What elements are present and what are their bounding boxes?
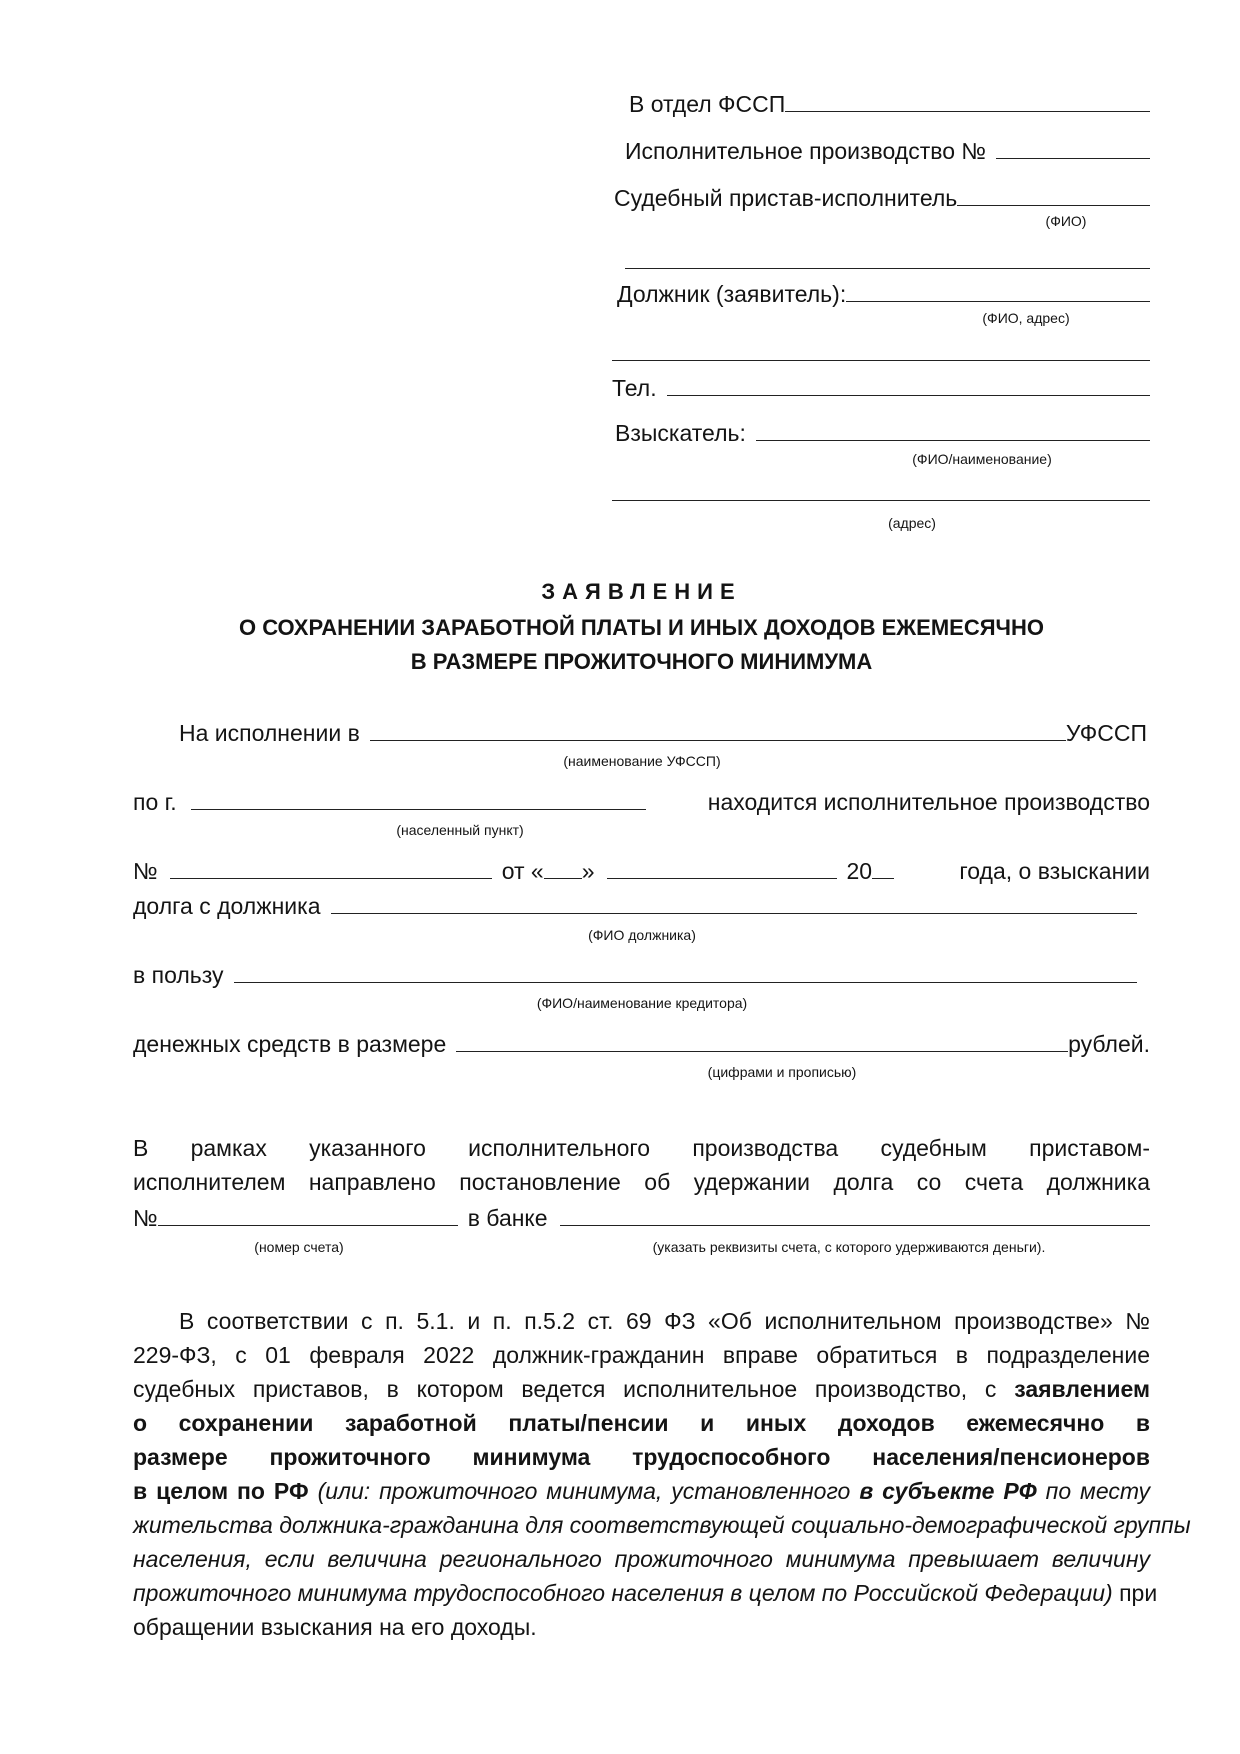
account-paragraph-line1: В рамках указанного исполнительного производства судебным приставом- <box>133 1135 1150 1161</box>
account-number-label: № <box>133 1205 158 1231</box>
debtor-label: Должник (заявитель): <box>617 281 847 307</box>
legal-text: при <box>1119 1580 1158 1606</box>
debtor-caption: (ФИО, адрес) <box>982 310 1070 326</box>
bailiff-label: Судебный пристав-исполнитель <box>614 185 958 211</box>
legal-text: В соответствии с п. 5.1. и п. п.5.2 ст. 69 ФЗ «Об исполнительном производстве» № <box>179 1308 1150 1334</box>
legal-italic-text: жительства должника-гражданина для соответствующей социально-демографической группы <box>133 1512 1191 1538</box>
legal-bold-text: заявлением <box>1014 1376 1151 1402</box>
ufssp-caption: (наименование УФССП) <box>563 753 721 769</box>
bailiff-extra-field[interactable] <box>625 268 1150 269</box>
year-field[interactable] <box>872 877 894 879</box>
legal-line-8 <box>133 1544 1150 1574</box>
in-favor-label: в пользу <box>133 962 224 988</box>
legal-italic-text: прожиточного минимума трудоспособного населения в целом по Российской Федерации) <box>133 1580 1113 1606</box>
amount-caption: (цифрами и прописью) <box>707 1064 857 1080</box>
creditor-address-field[interactable] <box>612 500 1150 501</box>
legal-bold-italic-text: в субъекте РФ <box>859 1478 1037 1504</box>
bank-label: в банке <box>467 1205 548 1231</box>
debt-from-label: долга с должника <box>133 893 321 919</box>
case-number-field[interactable] <box>170 877 492 879</box>
legal-italic-text: населения, если величина регионального прожиточного минимума превышает величину <box>133 1546 1150 1572</box>
bank-caption: (указать реквизиты счета, с которого удерживаются деньги). <box>652 1239 1046 1255</box>
enforcement-case-label: Исполнительное производство № <box>625 138 987 164</box>
on-execution-label: На исполнении в <box>179 720 360 746</box>
legal-line-7 <box>133 1510 1191 1540</box>
ufssp-name-field[interactable] <box>370 739 1066 741</box>
debtor-name-field[interactable] <box>331 912 1137 914</box>
amount-label: денежных средств в размере <box>133 1031 447 1057</box>
legal-line-2 <box>133 1340 1150 1370</box>
legal-line-10 <box>133 1612 1150 1642</box>
city-caption: (населенный пункт) <box>396 822 524 838</box>
number-label: № <box>133 858 158 884</box>
debtor-address-field[interactable] <box>612 360 1150 361</box>
recovery-text: года, о взыскании <box>959 858 1150 884</box>
year-prefix: 20 <box>846 858 873 884</box>
quote-close: » <box>581 858 595 884</box>
creditor-row <box>615 418 1150 448</box>
document-title: ЗАЯВЛЕНИЕ <box>541 579 742 604</box>
fssp-department-row <box>629 89 1150 119</box>
phone-row <box>612 373 1150 403</box>
bailiff-caption: (ФИО) <box>1045 213 1087 229</box>
legal-bold-text: о сохранении заработной платы/пенсии и иных доходов ежемесячно в <box>133 1410 1150 1436</box>
legal-italic-text: по месту <box>1045 1478 1151 1504</box>
legal-text: судебных приставов, в котором ведется исполнительное производство, с <box>133 1376 997 1402</box>
amount-row <box>133 1029 1150 1059</box>
fssp-department-label: В отдел ФССП <box>629 91 786 117</box>
city-label: по г. <box>133 789 177 815</box>
debtor-field[interactable] <box>846 300 1150 302</box>
case-number-row <box>133 856 1150 886</box>
legal-line-9 <box>133 1578 1158 1608</box>
day-field[interactable] <box>544 877 582 879</box>
bailiff-row <box>614 183 1150 213</box>
account-number-caption: (номер счета) <box>254 1239 344 1255</box>
address-caption: (адрес) <box>888 515 936 531</box>
debtor-row <box>617 279 1150 309</box>
in-favor-row <box>133 960 1137 990</box>
phone-field[interactable] <box>667 394 1150 396</box>
legal-line-6 <box>133 1476 1150 1506</box>
amount-field[interactable] <box>456 1050 1068 1052</box>
creditor-field[interactable] <box>756 439 1150 441</box>
document-subtitle-line1: О СОХРАНЕНИИ ЗАРАБОТНОЙ ПЛАТЫ И ИНЫХ ДОХОДОВ ЕЖЕМЕСЯЧНО <box>238 615 1045 640</box>
creditor-name-field[interactable] <box>234 981 1137 983</box>
creditor-caption: (ФИО/наименование) <box>912 451 1052 467</box>
phone-label: Тел. <box>612 375 657 401</box>
legal-bold-text: в целом по РФ <box>133 1478 309 1504</box>
legal-italic-text: (или: прожиточного минимума, установленного <box>317 1478 851 1504</box>
city-field[interactable] <box>191 808 646 810</box>
creditor-name-caption: (ФИО/наименование кредитора) <box>536 995 748 1011</box>
account-paragraph-line2: исполнителем направлено постановление об удержании долга со счета должника <box>133 1169 1150 1195</box>
creditor-label: Взыскатель: <box>615 420 746 446</box>
ufssp-suffix: УФССП <box>1065 720 1147 746</box>
legal-line-5 <box>133 1442 1150 1472</box>
currency-suffix: рублей. <box>1068 1031 1150 1057</box>
fssp-department-field[interactable] <box>785 110 1150 112</box>
debtor-name-caption: (ФИО должника) <box>588 927 696 943</box>
legal-bold-text: размере прожиточного минимума трудоспособного населения/пенсионеров <box>133 1444 1150 1470</box>
enforcement-case-row <box>625 136 1150 166</box>
account-row <box>133 1203 1150 1233</box>
account-number-field[interactable] <box>158 1224 458 1226</box>
bailiff-field[interactable] <box>957 204 1150 206</box>
legal-line-4 <box>133 1408 1150 1438</box>
legal-line-1 <box>179 1306 1150 1336</box>
enforcement-case-field[interactable] <box>996 157 1150 159</box>
debt-from-row <box>133 891 1137 921</box>
city-row <box>133 787 1150 817</box>
from-label: от « <box>501 858 544 884</box>
legal-text: 229-ФЗ, с 01 февраля 2022 должник-гражданин вправе обратиться в подразделение <box>133 1342 1150 1368</box>
legal-text: обращении взыскания на его доходы. <box>133 1614 537 1640</box>
legal-line-3 <box>133 1374 1150 1404</box>
document-subtitle-line2: В РАЗМЕРЕ ПРОЖИТОЧНОГО МИНИМУМА <box>410 649 873 674</box>
ufssp-row <box>179 718 1147 748</box>
month-field[interactable] <box>607 877 837 879</box>
bank-field[interactable] <box>560 1224 1150 1226</box>
case-pending-text: находится исполнительное производство <box>707 789 1150 815</box>
